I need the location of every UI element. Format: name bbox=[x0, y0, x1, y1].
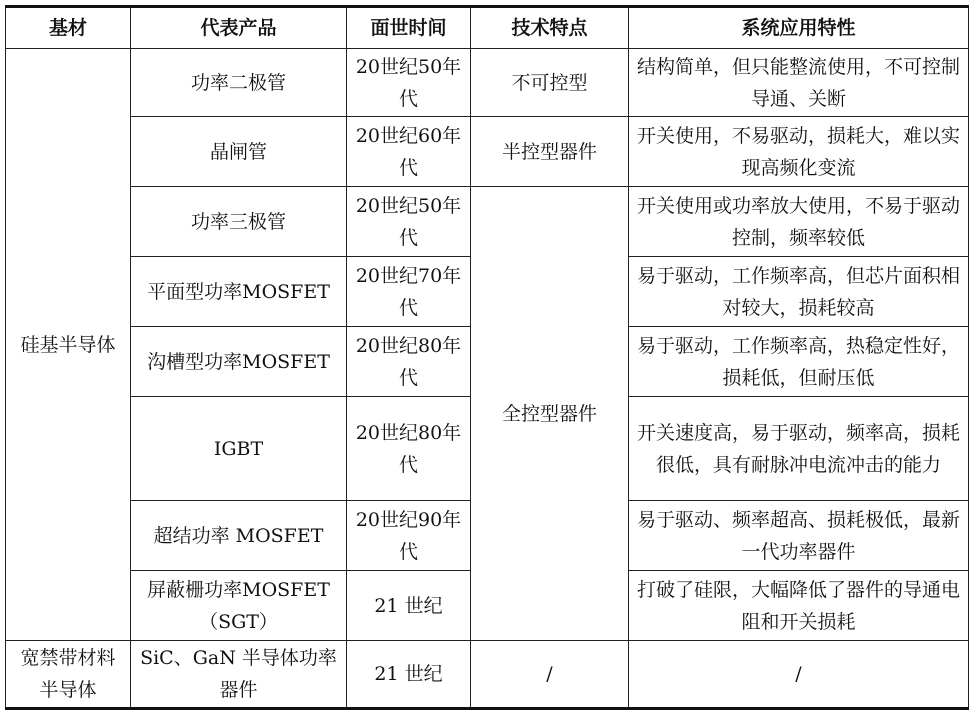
features-cell: 结构简单，但只能整流使用，不可控制导通、关断 bbox=[629, 49, 969, 117]
table-row bbox=[6, 117, 969, 187]
table-row bbox=[6, 187, 969, 257]
features-cell: 开关使用或功率放大使用，不易于驱动控制，频率较低 bbox=[629, 187, 969, 257]
comparison-table bbox=[5, 5, 969, 710]
material-cell: 宽禁带材料半导体 bbox=[6, 641, 131, 709]
product-cell: 沟槽型功率MOSFET bbox=[131, 327, 347, 397]
product-cell: 屏蔽栅功率MOSFET（SGT） bbox=[131, 571, 347, 641]
features-cell: / bbox=[629, 641, 969, 709]
header-row bbox=[6, 7, 969, 49]
era-cell: 21 世纪 bbox=[347, 571, 471, 641]
era-cell: 21 世纪 bbox=[347, 641, 471, 709]
header-features: 系统应用特性 bbox=[629, 7, 969, 49]
features-cell: 易于驱动、频率超高、损耗极低，最新一代功率器件 bbox=[629, 501, 969, 571]
era-cell: 20世纪60年代 bbox=[347, 117, 471, 187]
era-cell: 20世纪50年代 bbox=[347, 49, 471, 117]
features-cell: 开关使用，不易驱动，损耗大，难以实现高频化变流 bbox=[629, 117, 969, 187]
product-cell: 平面型功率MOSFET bbox=[131, 257, 347, 327]
features-cell: 易于驱动，工作频率高，热稳定性好，损耗低，但耐压低 bbox=[629, 327, 969, 397]
product-cell: SiC、GaN 半导体功率器件 bbox=[131, 641, 347, 709]
material-cell: 硅基半导体 bbox=[6, 49, 131, 641]
tech-cell: 半控型器件 bbox=[471, 117, 629, 187]
features-cell: 开关速度高，易于驱动，频率高，损耗很低，具有耐脉冲电流冲击的能力 bbox=[629, 397, 969, 501]
product-cell: 功率二极管 bbox=[131, 49, 347, 117]
table-row bbox=[6, 49, 969, 117]
header-material: 基材 bbox=[6, 7, 131, 49]
features-cell: 易于驱动，工作频率高，但芯片面积相对较大，损耗较高 bbox=[629, 257, 969, 327]
header-era: 面世时间 bbox=[347, 7, 471, 49]
header-product: 代表产品 bbox=[131, 7, 347, 49]
era-cell: 20世纪90年代 bbox=[347, 501, 471, 571]
product-cell: 功率三极管 bbox=[131, 187, 347, 257]
features-cell: 打破了硅限，大幅降低了器件的导通电阻和开关损耗 bbox=[629, 571, 969, 641]
product-cell: 超结功率 MOSFET bbox=[131, 501, 347, 571]
era-cell: 20世纪80年代 bbox=[347, 327, 471, 397]
era-cell: 20世纪50年代 bbox=[347, 187, 471, 257]
header-tech: 技术特点 bbox=[471, 7, 629, 49]
era-cell: 20世纪70年代 bbox=[347, 257, 471, 327]
table-row bbox=[6, 641, 969, 709]
product-cell: 晶闸管 bbox=[131, 117, 347, 187]
era-cell: 20世纪80年代 bbox=[347, 397, 471, 501]
tech-cell: 不可控型 bbox=[471, 49, 629, 117]
tech-cell: / bbox=[471, 641, 629, 709]
tech-cell: 全控型器件 bbox=[471, 187, 629, 641]
product-cell: IGBT bbox=[131, 397, 347, 501]
